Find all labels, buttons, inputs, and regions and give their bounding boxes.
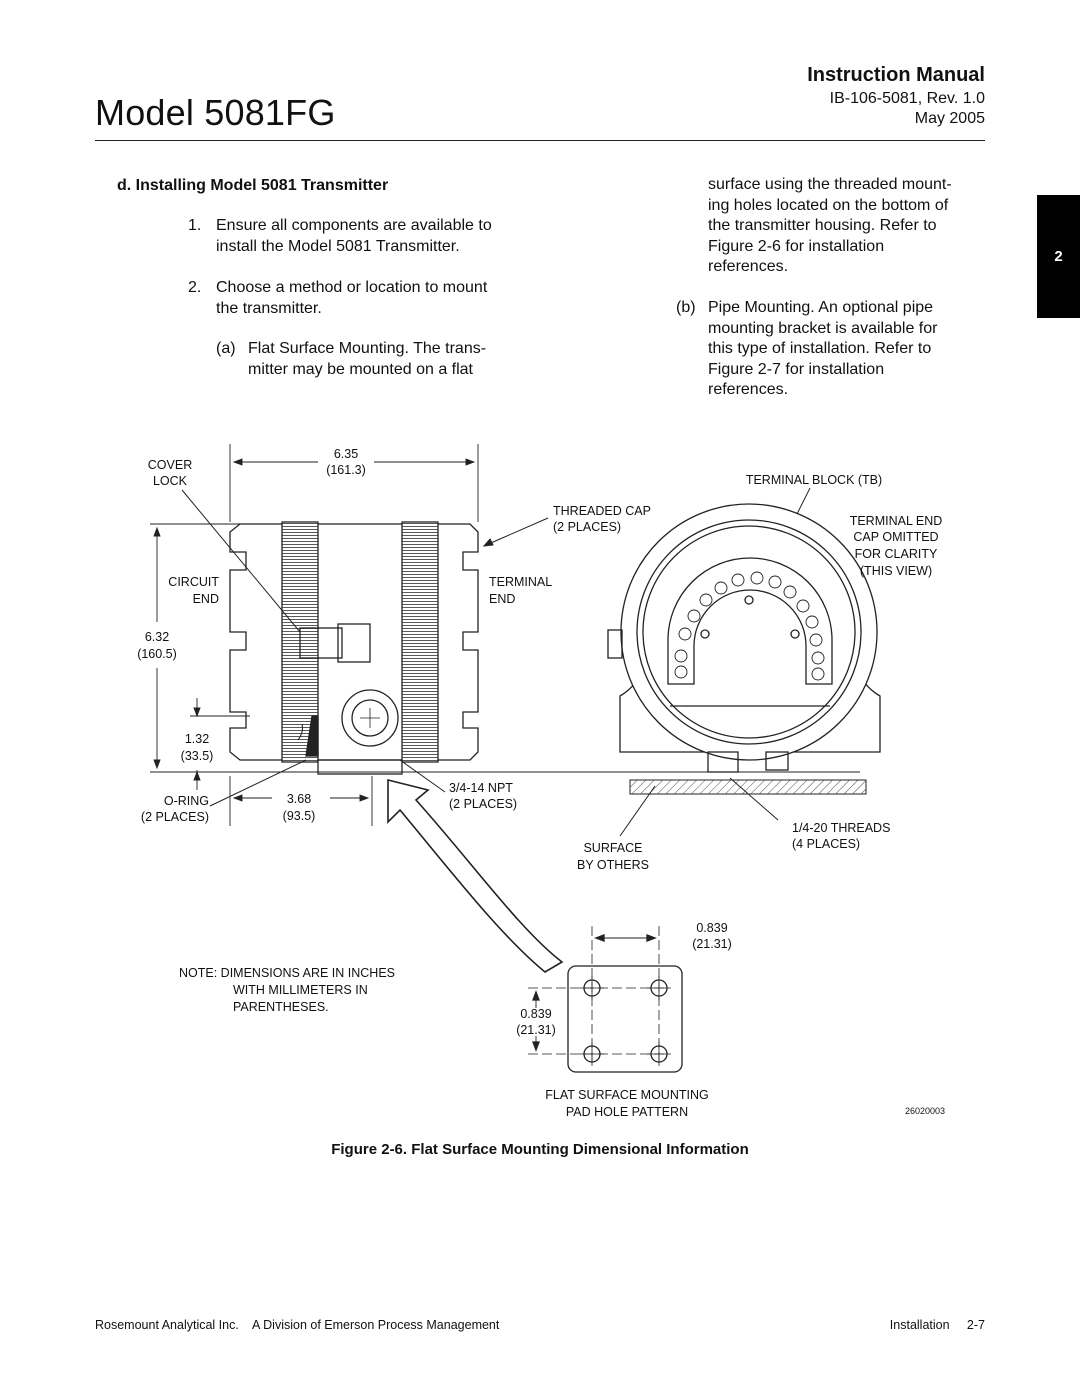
manual-label: Instruction Manual — [807, 64, 985, 86]
label-o-ring: O-RING — [163, 794, 209, 808]
step-a-cont-line: the transmitter housing. Refer to — [708, 217, 937, 234]
step-2-line: Choose a method or location to mount — [216, 279, 488, 296]
step-b-number: (b) — [676, 299, 696, 316]
step-b-line: Figure 2-7 for installation — [708, 360, 885, 378]
step-1-number: 1. — [188, 217, 202, 234]
label-circuit-end: END — [192, 592, 219, 606]
label-terminal-end: END — [489, 592, 516, 606]
pad-hole-pattern — [528, 926, 682, 1072]
label-terminal-end-cap: (THIS VIEW) — [859, 564, 933, 578]
step-a-cont-line: surface using the threaded mount- — [708, 176, 952, 193]
housing-front-view — [608, 504, 880, 772]
step-b-line: Pipe Mounting. An optional pipe — [708, 299, 934, 316]
document-number: IB-106-5081, Rev. 1.0 — [829, 90, 985, 107]
footer-page-number: Installation 2-7 — [889, 1318, 985, 1332]
label-pad-height-mm: (21.31) — [516, 1023, 556, 1037]
chapter-number: 2 — [1054, 248, 1063, 265]
drawing-number: 26020003 — [904, 1106, 946, 1116]
step-a-cont-line: Figure 2-6 for installation — [708, 237, 885, 255]
step-2-line: the transmitter. — [216, 299, 322, 317]
label-offset: 1.32 — [184, 732, 210, 746]
label-note: PARENTHESES. — [233, 1000, 329, 1014]
label-terminal-end-cap: TERMINAL END — [849, 514, 943, 528]
label-cover-lock: COVER — [147, 458, 193, 472]
step-1-line: install the Model 5081 Transmitter. — [216, 237, 460, 255]
figure-caption: Figure 2-6. Flat Surface Mounting Dimensional Information — [331, 1141, 749, 1158]
model-title: Model 5081FG — [95, 92, 336, 133]
label-pad-title: PAD HOLE PATTERN — [565, 1105, 689, 1119]
step-a-line: mitter may be mounted on a flat — [248, 360, 473, 378]
label-depth: 3.68 — [286, 792, 312, 806]
label-threaded-cap: THREADED CAP — [553, 504, 651, 518]
step-b-line: mounting bracket is available for — [708, 319, 938, 337]
label-terminal-end-cap: FOR CLARITY — [854, 547, 938, 561]
label-depth-mm: (93.5) — [282, 809, 316, 823]
step-a-number: (a) — [216, 340, 236, 357]
label-pad-title: FLAT SURFACE MOUNTING — [545, 1088, 709, 1102]
step-a-line: Flat Surface Mounting. The trans- — [248, 340, 487, 357]
label-note: WITH MILLIMETERS IN — [233, 983, 368, 997]
label-cover-lock: LOCK — [152, 474, 188, 488]
step-2-number: 2. — [188, 279, 202, 296]
label-pad-height: 0.839 — [520, 1007, 552, 1021]
step-a-cont-line: ing holes located on the bottom of — [708, 196, 949, 214]
label-width-mm: (161.3) — [326, 463, 366, 477]
label-height: 6.32 — [144, 630, 170, 644]
section-heading: d. Installing Model 5081 Transmitter — [117, 177, 389, 194]
label-terminal-block: TERMINAL BLOCK (TB) — [745, 473, 883, 487]
document-date: May 2005 — [914, 110, 985, 127]
label-pad-width: 0.839 — [696, 921, 728, 935]
label-circuit-end: CIRCUIT — [168, 575, 219, 589]
label-note: NOTE: DIMENSIONS ARE IN INCHES — [179, 966, 396, 980]
footer-company: Rosemount Analytical Inc. A Division of Emerson Process Management — [95, 1318, 500, 1332]
housing-side-view — [230, 522, 478, 774]
label-threads: (4 PLACES) — [792, 837, 861, 851]
label-surface: BY OTHERS — [576, 858, 650, 872]
label-npt: 3/4-14 NPT — [449, 781, 513, 795]
label-pad-width-mm: (21.31) — [692, 937, 732, 951]
label-threads: 1/4-20 THREADS — [792, 821, 891, 835]
label-terminal-end-cap: CAP OMITTED — [853, 530, 939, 544]
label-offset-mm: (33.5) — [180, 749, 214, 763]
label-npt: (2 PLACES) — [449, 797, 518, 811]
step-b-line: references. — [708, 381, 789, 398]
label-height-mm: (160.5) — [137, 647, 177, 661]
step-b-line: this type of installation. Refer to — [708, 340, 932, 357]
label-width: 6.35 — [333, 447, 359, 461]
step-a-cont-line: references. — [708, 258, 789, 275]
label-terminal-end: TERMINAL — [489, 575, 553, 589]
label-threaded-cap: (2 PLACES) — [553, 520, 622, 534]
label-surface: SURFACE — [583, 841, 643, 855]
step-1-line: Ensure all components are available to — [216, 217, 492, 234]
label-o-ring: (2 PLACES) — [140, 810, 209, 824]
